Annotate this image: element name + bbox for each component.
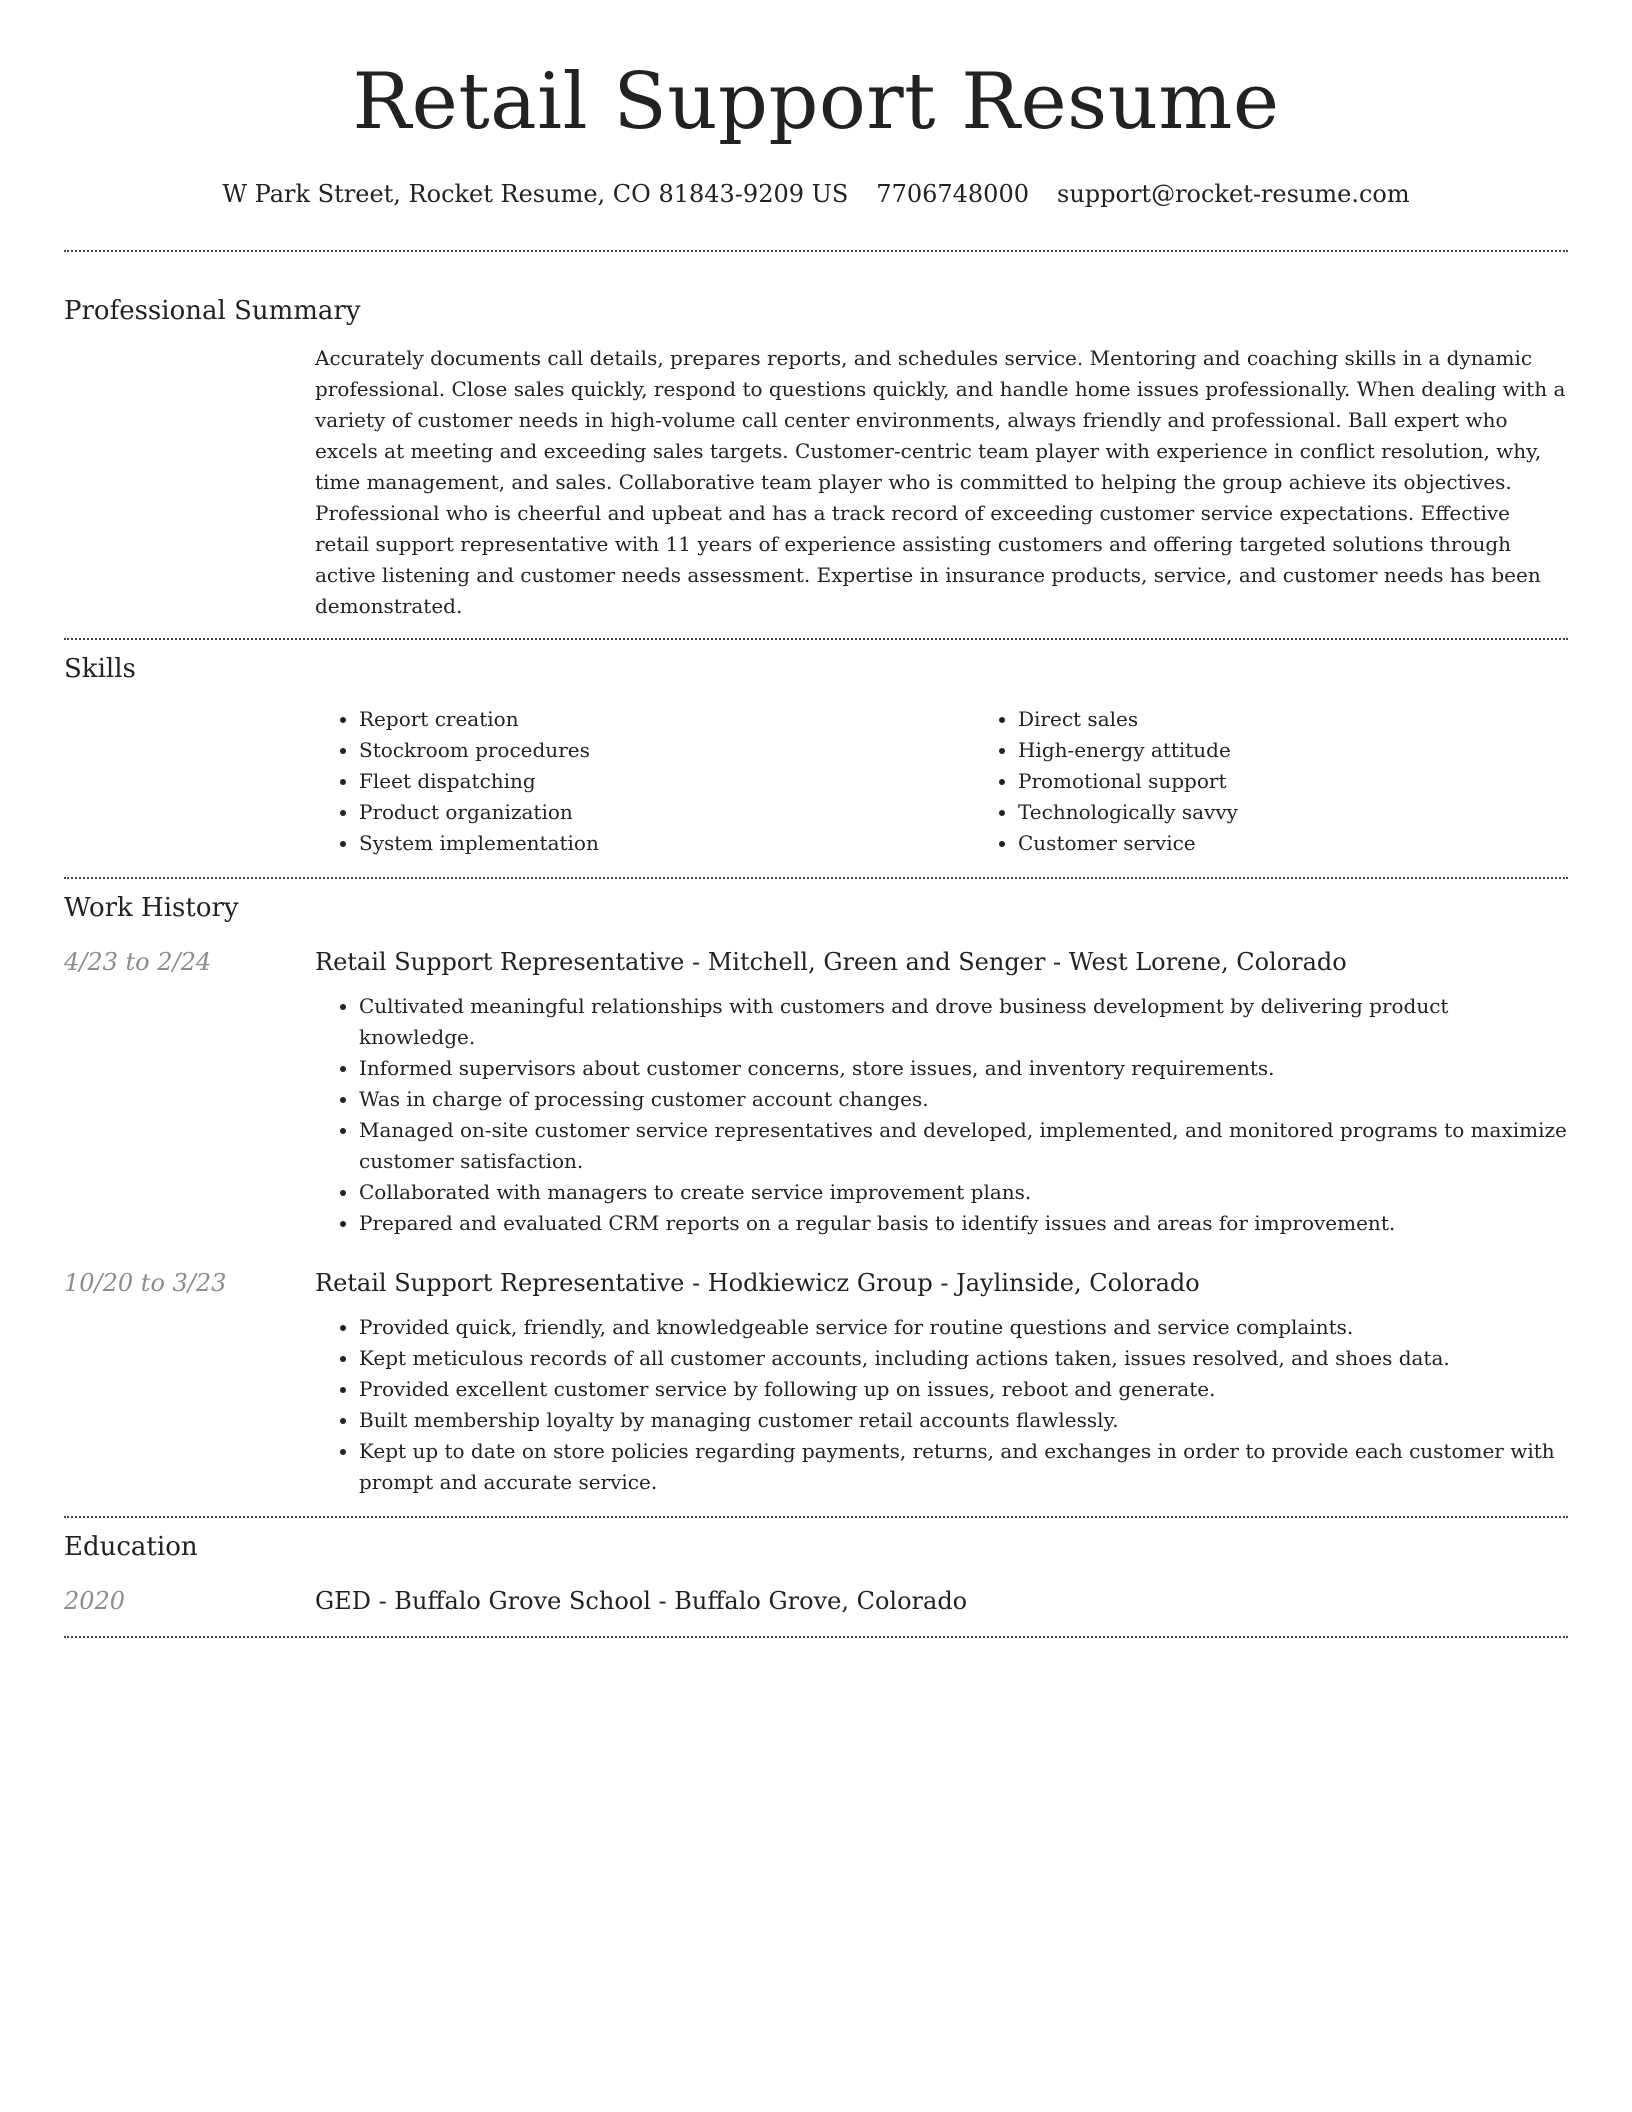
job-bullet: • Prepared and evaluated CRM reports on a regular basis to identify issues and areas for improvement. <box>359 1208 1568 1239</box>
job-bullet: • Was in charge of processing customer account changes. <box>359 1084 1568 1115</box>
job-bullets <box>315 1312 1568 1498</box>
job-entry <box>64 1266 1568 1498</box>
resume-page <box>64 0 1568 1638</box>
job-bullet: • Managed on-site customer service representatives and developed, implemented, and monitored programs to maximize customer satisfaction. <box>359 1115 1568 1177</box>
divider <box>64 250 1568 252</box>
job-dates: 4/23 to 2/24 <box>64 948 212 976</box>
skill-item: • Promotional support <box>1018 766 1632 797</box>
job-bullets <box>315 991 1568 1239</box>
contact-email: support@rocket-resume.com <box>1057 180 1410 208</box>
skill-item: • Customer service <box>1018 828 1632 859</box>
skills-list-left <box>315 704 974 859</box>
summary-text: Accurately documents call details, prepares reports, and schedules service. Mentoring and coaching skills in a dynamic professional. Close sales quickly, respond to questions quickly, and handle home issues professionally. When dealing with a variety of customer needs in high-volume call center environments, always friendly and professional. Ball expert who excels at meeting and exceeding sales targets. Customer-centric team player with experience in conflict resolution, why, time management, and sales. Collaborative team player who is committed to helping the group achieve its objectives. Professional who is cheerful and upbeat and has a track record of exceeding customer service expectations. Effective retail support representative with 11 years of experience assisting customers and offering targeted solutions through active listening and customer needs assessment. Expertise in insurance products, service, and customer needs has been demonstrated. <box>315 346 1566 618</box>
divider <box>64 1636 1568 1638</box>
skills-section <box>64 652 1568 859</box>
work-title: Work History <box>64 893 239 923</box>
contact-phone: 7706748000 <box>876 180 1029 208</box>
skill-item: • Report creation <box>359 704 974 735</box>
job-dates: 10/20 to 3/23 <box>64 1269 227 1297</box>
job-bullet: • Kept meticulous records of all customer accounts, including actions taken, issues resolved, and shoes data. <box>359 1343 1568 1374</box>
summary-section <box>64 294 1568 622</box>
resume-name: Retail Support Resume <box>352 57 1280 147</box>
skills-title: Skills <box>64 654 136 684</box>
job-entry <box>64 945 1568 1239</box>
skill-item: • Fleet dispatching <box>359 766 974 797</box>
skill-item: • Direct sales <box>1018 704 1632 735</box>
education-section <box>64 1530 1568 1618</box>
skill-item: • Technologically savvy <box>1018 797 1632 828</box>
work-section <box>64 891 1568 1498</box>
skill-item: • High-energy attitude <box>1018 735 1632 766</box>
divider <box>64 1516 1568 1518</box>
skill-item: • System implementation <box>359 828 974 859</box>
job-bullet: • Provided excellent customer service by following up on issues, reboot and generate. <box>359 1374 1568 1405</box>
education-heading: GED - Buffalo Grove School - Buffalo Grove, Colorado <box>315 1587 968 1615</box>
job-bullet: • Collaborated with managers to create service improvement plans. <box>359 1177 1568 1208</box>
education-title: Education <box>64 1532 198 1562</box>
job-bullet: • Built membership loyalty by managing customer retail accounts flawlessly. <box>359 1405 1568 1436</box>
job-bullet: • Informed supervisors about customer concerns, store issues, and inventory requirements. <box>359 1053 1568 1084</box>
job-bullet: • Provided quick, friendly, and knowledgeable service for routine questions and service complaints. <box>359 1312 1568 1343</box>
divider <box>64 638 1568 640</box>
summary-title: Professional Summary <box>64 296 361 326</box>
education-date: 2020 <box>64 1587 126 1615</box>
job-bullet: • Cultivated meaningful relationships with customers and drove business development by delivering product knowledge. <box>359 991 1568 1053</box>
job-bullet: • Kept up to date on store policies regarding payments, returns, and exchanges in order to provide each customer with prompt and accurate service. <box>359 1436 1568 1498</box>
skills-list-right <box>974 704 1632 859</box>
divider <box>64 877 1568 879</box>
job-heading: Retail Support Representative - Mitchell, Green and Senger - West Lorene, Colorado <box>315 948 1347 976</box>
contact-address: W Park Street, Rocket Resume, CO 81843-9209 US <box>222 180 849 208</box>
skill-item: • Stockroom procedures <box>359 735 974 766</box>
job-heading: Retail Support Representative - Hodkiewicz Group - Jaylinside, Colorado <box>315 1269 1200 1297</box>
skill-item: • Product organization <box>359 797 974 828</box>
contact-line <box>64 178 1568 210</box>
